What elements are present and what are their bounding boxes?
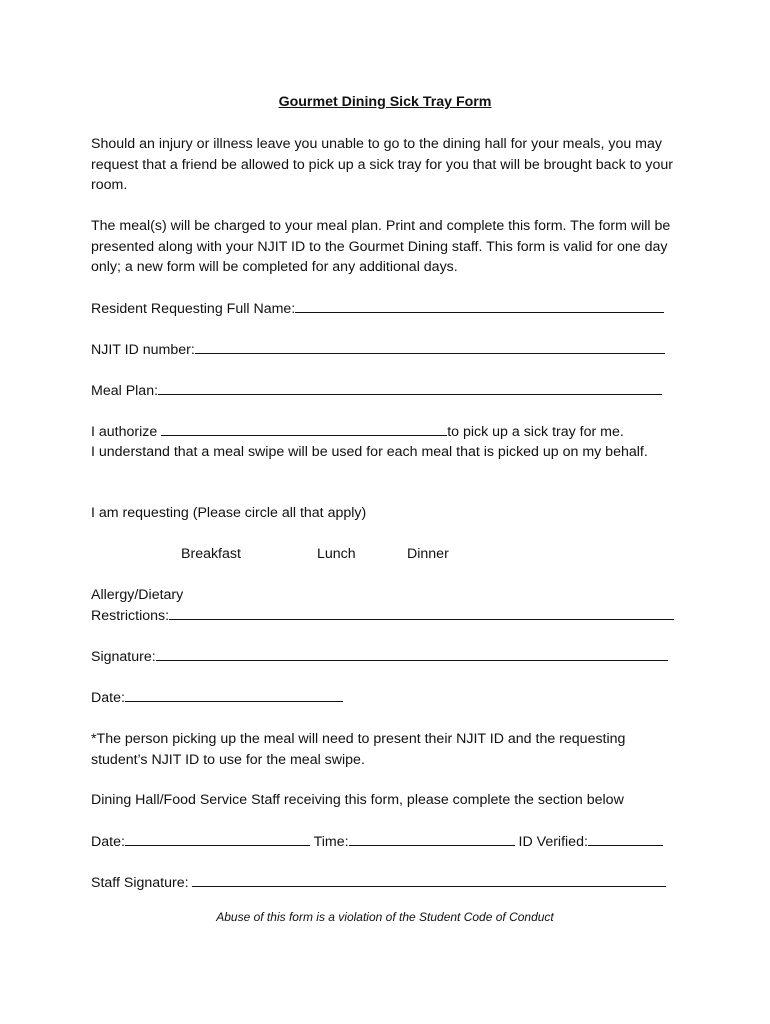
staff-time-field[interactable] — [349, 831, 515, 846]
staff-signature-field[interactable] — [192, 872, 666, 887]
authorize-prefix: I authorize — [91, 424, 162, 440]
signature-row — [91, 646, 668, 666]
authorize-row — [91, 421, 624, 441]
resident-name-row — [91, 298, 664, 318]
allergy-field[interactable] — [169, 605, 674, 620]
signature-field[interactable] — [156, 646, 668, 661]
signature-label: Signature: — [91, 649, 156, 665]
staff-time-label: Time: — [309, 834, 349, 850]
meal-option-breakfast[interactable]: Breakfast — [181, 546, 241, 562]
date-label: Date: — [91, 690, 125, 706]
staff-date-time-row — [91, 831, 663, 851]
resident-name-field[interactable] — [295, 298, 664, 313]
allergy-row — [91, 605, 674, 625]
date-row — [91, 687, 343, 707]
staff-date-label: Date: — [91, 834, 125, 850]
meal-plan-field[interactable] — [158, 380, 662, 395]
allergy-label-line1: Allergy/Dietary — [91, 587, 184, 603]
authorized-person-field[interactable] — [161, 421, 447, 436]
resident-name-label: Resident Requesting Full Name: — [91, 301, 296, 317]
staff-signature-label: Staff Signature: — [91, 875, 193, 891]
staff-date-field[interactable] — [125, 831, 310, 846]
intro-paragraph: Should an injury or illness leave you unable to go to the dining hall for your meals, you may request that a friend be allowed to pick up a sick tray for you that will be brought back to your room. — [91, 136, 674, 193]
meal-plan-label: Meal Plan: — [91, 383, 159, 399]
staff-id-verified-label: ID Verified: — [514, 834, 588, 850]
allergy-label-line2: Restrictions: — [91, 608, 170, 624]
staff-id-verified-field[interactable] — [588, 831, 663, 846]
meal-option-lunch[interactable]: Lunch — [317, 546, 356, 562]
njit-id-label: NJIT ID number: — [91, 342, 195, 358]
meal-plan-row — [91, 380, 662, 400]
staff-intro: Dining Hall/Food Service Staff receiving this form, please complete the section below — [91, 792, 624, 808]
form-title: Gourmet Dining Sick Tray Form — [278, 94, 492, 110]
meal-option-dinner[interactable]: Dinner — [407, 546, 449, 562]
date-field[interactable] — [125, 687, 343, 702]
pickup-note: *The person picking up the meal will need to present their NJIT ID and the requesting student’s NJIT ID to use for the meal swipe. — [91, 731, 626, 768]
authorize-suffix: to pick up a sick tray for me. — [447, 424, 624, 440]
understand-text: I understand that a meal swipe will be used for each meal that is picked up on my behalf. — [91, 444, 648, 460]
footer-note: Abuse of this form is a violation of the Student Code of Conduct — [216, 910, 554, 924]
charge-note-paragraph: The meal(s) will be charged to your meal plan. Print and complete this form. The form will be presented along with your NJIT ID to the Gourmet Dining staff. This form is valid for one day only; a new form will be completed for any additional days. — [91, 218, 671, 275]
njit-id-field[interactable] — [195, 339, 665, 354]
njit-id-row — [91, 339, 665, 359]
staff-signature-row — [91, 872, 666, 892]
requesting-label: I am requesting (Please circle all that apply) — [91, 505, 367, 521]
